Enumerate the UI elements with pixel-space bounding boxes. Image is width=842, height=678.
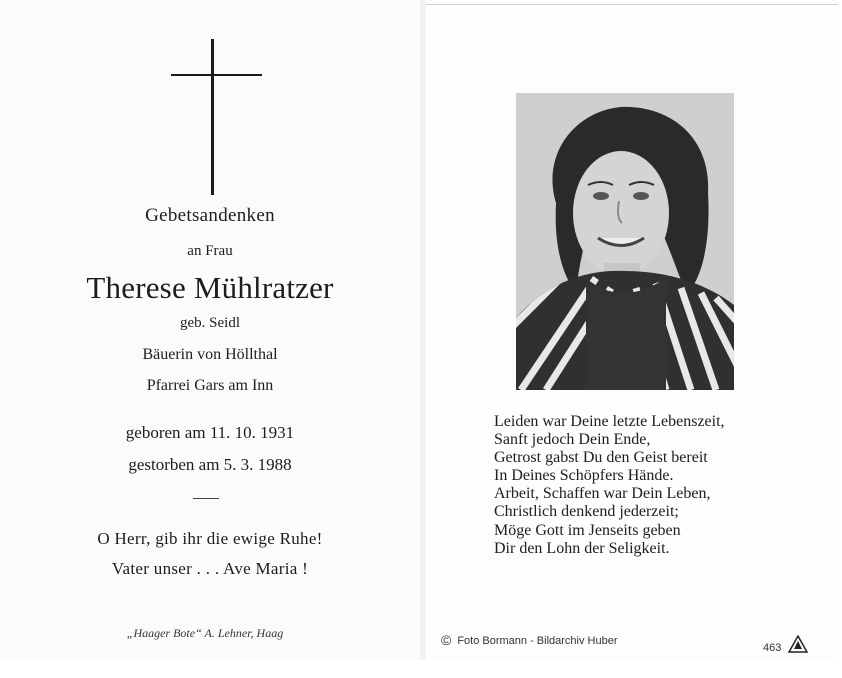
deceased-name: Therese Mühlratzer: [86, 270, 334, 305]
copyright-icon: ©: [441, 632, 452, 648]
maiden-name: geb. Seidl: [180, 315, 240, 331]
prayer-line-2: Vater unser . . . Ave Maria !: [111, 559, 309, 578]
portrait-photo: [516, 93, 734, 390]
photo-credit-text: Foto Bormann - Bildarchiv Huber: [457, 635, 618, 647]
photo-credit: [441, 631, 618, 647]
printer-imprint: „Haager Bote“ A. Lehner, Haag: [126, 626, 284, 640]
death-date: gestorben am 5. 3. 1988: [128, 455, 292, 474]
cross-icon-bar: [171, 74, 262, 76]
poem-line: Arbeit, Schaffen war Dein Leben,: [494, 485, 711, 503]
occupation: Bäuerin von Höllthal: [142, 346, 278, 363]
heading: Gebetsandenken: [145, 205, 275, 226]
poem-line: Christlich denkend jederzeit;: [494, 503, 679, 521]
left-panel: [0, 0, 420, 660]
poem-line: Leiden war Deine letzte Lebenszeit,: [494, 413, 725, 430]
poem: [494, 413, 794, 558]
prayer-line-1: O Herr, gib ihr die ewige Ruhe!: [97, 529, 323, 548]
parish: Pfarrei Gars am Inn: [146, 377, 274, 394]
catalog-number: 463: [763, 642, 782, 654]
salutation: an Frau: [187, 243, 233, 259]
poem-line: In Deines Schöpfers Hände.: [494, 467, 674, 485]
poem-line: Getrost gabst Du den Geist bereit: [494, 449, 708, 467]
page-margin: [0, 660, 842, 678]
publisher-logo-icon: [788, 635, 808, 653]
divider: [193, 498, 219, 499]
poem-line: Dir den Lohn der Seligkeit.: [494, 539, 670, 557]
poem-line: Sanft jedoch Dein Ende,: [494, 431, 651, 449]
cross-icon: [211, 39, 214, 195]
poem-line: Möge Gott im Jenseits geben: [494, 521, 681, 539]
birth-date: geboren am 11. 10. 1931: [125, 423, 295, 442]
